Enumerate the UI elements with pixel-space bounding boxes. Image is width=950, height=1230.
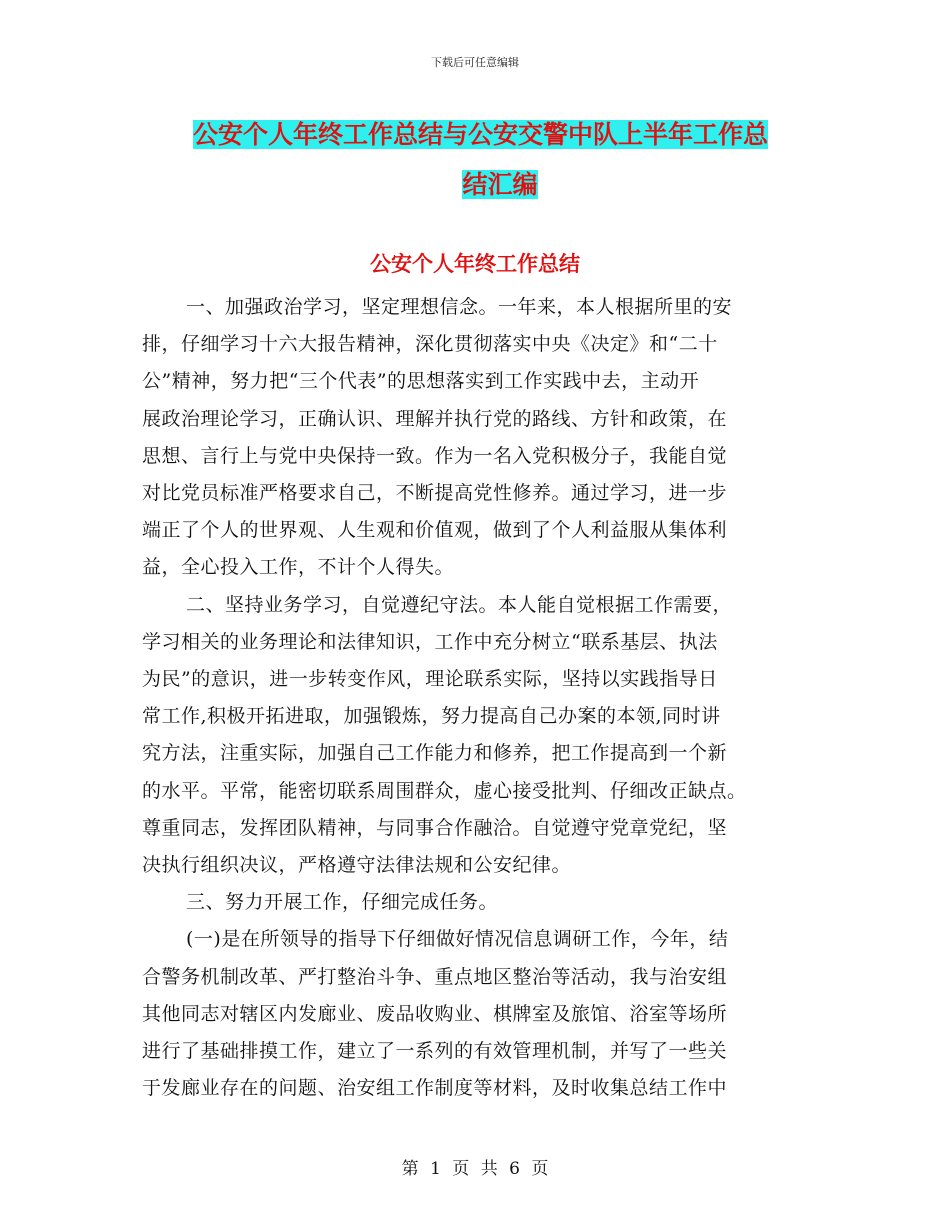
document-title-line-1 <box>180 110 820 160</box>
document-title-line-2 <box>180 160 820 210</box>
title-highlight: 公安个人年终工作总结与公安交警中队上半年工作总 <box>193 120 769 149</box>
paragraph-line: 合警务机制改革、严打整治斗争、重点地区整治等活动，我与治安组 <box>142 965 728 988</box>
paragraph-line: 公”精神，努力把“三个代表”的思想落实到工作实践中去，主动开 <box>142 370 700 393</box>
paragraph-line: 三、努力开展工作，仔细完成任务。 <box>186 891 499 914</box>
paragraph-line: 为民”的意识，进一步转变作风，理论联系实际，坚持以实践指导日 <box>142 668 718 691</box>
paragraph-line: 常工作,积极开拓进取，加强锻炼，努力提高自己办案的本领,同时讲 <box>142 705 721 728</box>
paragraph-line: 思想、言行上与党中央保持一致。作为一名入党积极分子，我能自觉 <box>142 444 728 467</box>
header-note: 下载后可任意编辑 <box>431 56 519 69</box>
paragraph-line: 进行了基础排摸工作，建立了一系列的有效管理机制，并写了一些关 <box>142 1040 728 1063</box>
paragraph-line: 端正了个人的世界观、人生观和价值观，做到了个人利益服从集体利 <box>142 519 728 542</box>
paragraph-line: 一、加强政治学习，坚定理想信念。一年来，本人根据所里的安 <box>186 296 733 318</box>
paragraph-line: 学习相关的业务理论和法律知识，工作中充分树立“联系基层、执法 <box>142 630 718 653</box>
page-footer: 第 1 页 共 6 页 <box>401 1159 549 1179</box>
paragraph-line: 于发廊业存在的问题、治安组工作制度等材料，及时收集总结工作中 <box>142 1077 728 1100</box>
paragraph-line: 其他同志对辖区内发廊业、废品收购业、棋牌室及旅馆、浴室等场所 <box>142 1002 728 1025</box>
paragraph-line: 究方法，注重实际，加强自己工作能力和修养，把工作提高到一个新 <box>142 742 728 765</box>
paragraph-line: 的水平。平常，能密切联系周围群众，虚心接受批判、仔细改正缺点。 <box>142 779 747 802</box>
paragraph-line: 尊重同志，发挥团队精神，与同事合作融洽。自觉遵守党章党纪，坚 <box>142 816 728 839</box>
document-title <box>180 110 820 210</box>
paragraph-line: 展政治理论学习，正确认识、理解并执行党的路线、方针和政策，在 <box>142 407 728 430</box>
title-highlight: 结汇编 <box>462 170 538 199</box>
section-title: 公安个人年终工作总结 <box>370 252 580 276</box>
paragraph-line: 益，全心投入工作，不计个人得失。 <box>142 556 455 579</box>
paragraph-line: 排，仔细学习十六大报告精神，深化贯彻落实中央《决定》和“二十 <box>142 333 718 356</box>
body-text <box>142 289 807 1107</box>
paragraph-line: 对比党员标准严格要求自己，不断提高党性修养。通过学习，进一步 <box>142 482 728 505</box>
paragraph-line: 决执行组织决议，严格遵守法律法规和公安纪律。 <box>142 854 572 877</box>
paragraph-line: (一)是在所领导的指导下仔细做好情况信息调研工作，今年，结 <box>186 928 729 951</box>
paragraph-line: 二、坚持业务学习，自觉遵纪守法。本人能自觉根据工作需要， <box>186 593 733 616</box>
